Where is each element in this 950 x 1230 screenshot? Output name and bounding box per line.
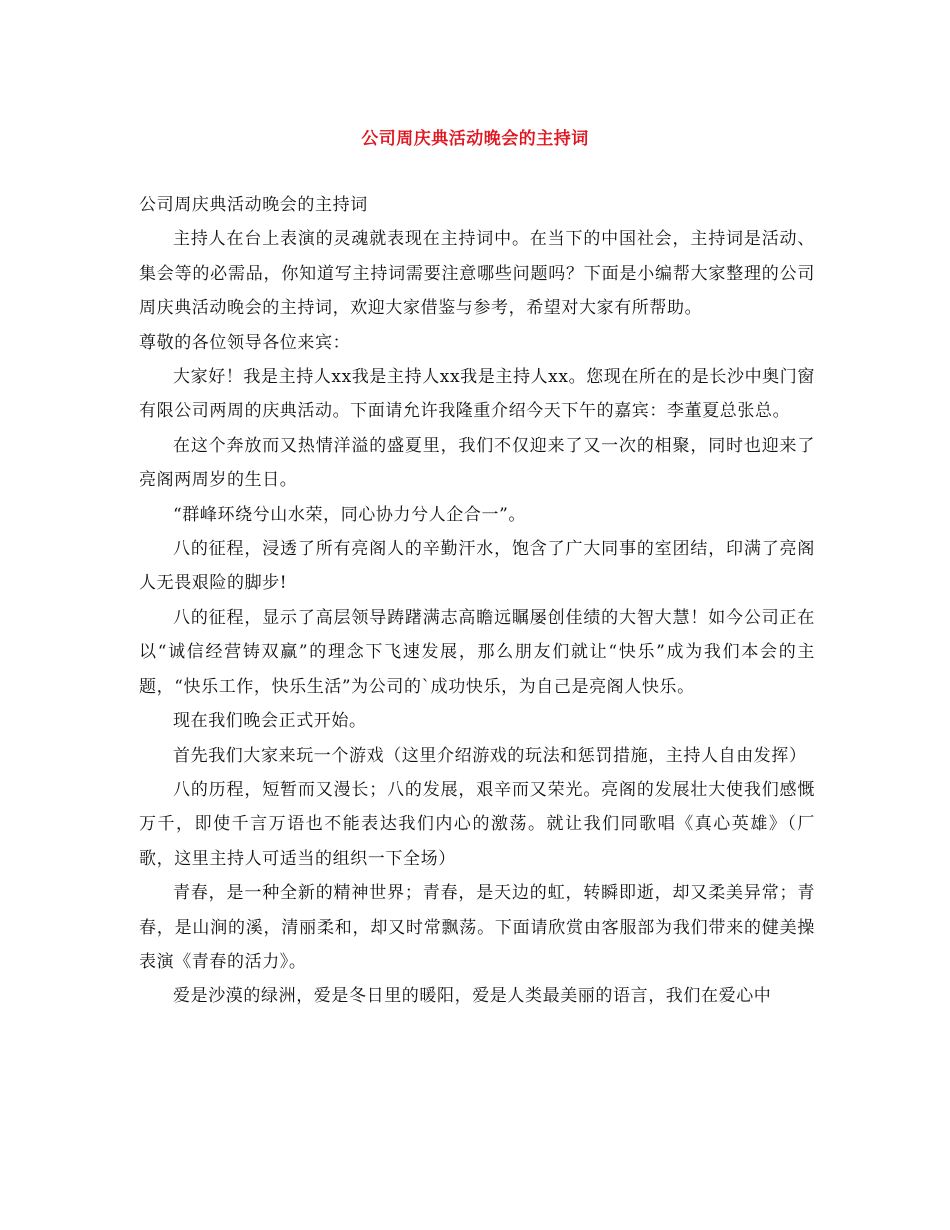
paragraph: 在这个奔放而又热情洋溢的盛夏里，我们不仅迎来了又一次的相聚，同时也迎来了亮阁两周岁的生日。 [139, 435, 815, 491]
document-body [139, 188, 815, 1014]
paragraph: 首先我们大家来玩一个游戏（这里介绍游戏的玩法和惩罚措施，主持人自由发挥） [173, 745, 807, 766]
document-title: 公司周庆典活动晚会的主持词 [361, 129, 589, 149]
paragraph: 八的征程，显示了高层领导踌躇满志高瞻远瞩屡创佳绩的大智大慧！如今公司正在以“诚信经营铸双赢”的理念下飞速发展，那么朋友们就让“快乐”成为我们本会的主题，“快乐工作，快乐生活”为公司的`成功快乐，为自己是亮阁人快乐。 [139, 607, 815, 697]
paragraph: 八的历程，短暂而又漫长；八的发展，艰辛而又荣光。亮阁的发展壮大使我们感慨万千，即使千言万语也不能表达我们内心的激荡。就让我们同歌唱《真心英雄》（厂歌，这里主持人可适当的组织一下全场） [139, 779, 815, 869]
paragraph: 尊敬的各位领导各位来宾： [139, 332, 351, 353]
paragraph: 公司周庆典活动晚会的主持词 [139, 195, 368, 215]
paragraph: 八的征程，浸透了所有亮阁人的辛勤汗水，饱含了广大同事的室团结，印满了亮阁人无畏艰险的脚步! [139, 539, 815, 594]
paragraph: 主持人在台上表演的灵魂就表现在主持词中。在当下的中国社会，主持词是活动、集会等的必需品，你知道写主持词需要注意哪些问题吗？下面是小编帮大家整理的公司周庆典活动晚会的主持词，欢迎大家借鉴与参考，希望对大家有所帮助。 [139, 229, 815, 319]
paragraph: “群峰环绕兮山水荣，同心协力兮人企合一”。 [173, 504, 526, 525]
paragraph: 大家好！我是主持人xx我是主持人xx我是主持人xx。您现在所在的是长沙中奥门窗有限公司两周的庆典活动。下面请允许我隆重介绍今天下午的嘉宾：李董夏总张总。 [139, 367, 815, 422]
paragraph: 现在我们晚会正式开始。 [173, 711, 367, 732]
paragraph: 爱是沙漠的绿洲，爱是冬日里的暖阳，爱是人类最美丽的语言，我们在爱心中 [173, 986, 772, 1007]
paragraph: 青春，是一种全新的精神世界；青春，是天边的虹，转瞬即逝，却又柔美异常；青春，是山涧的溪，清丽柔和，却又时常飘荡。下面请欣赏由客服部为我们带来的健美操表演《青春的活力》。 [139, 883, 815, 972]
